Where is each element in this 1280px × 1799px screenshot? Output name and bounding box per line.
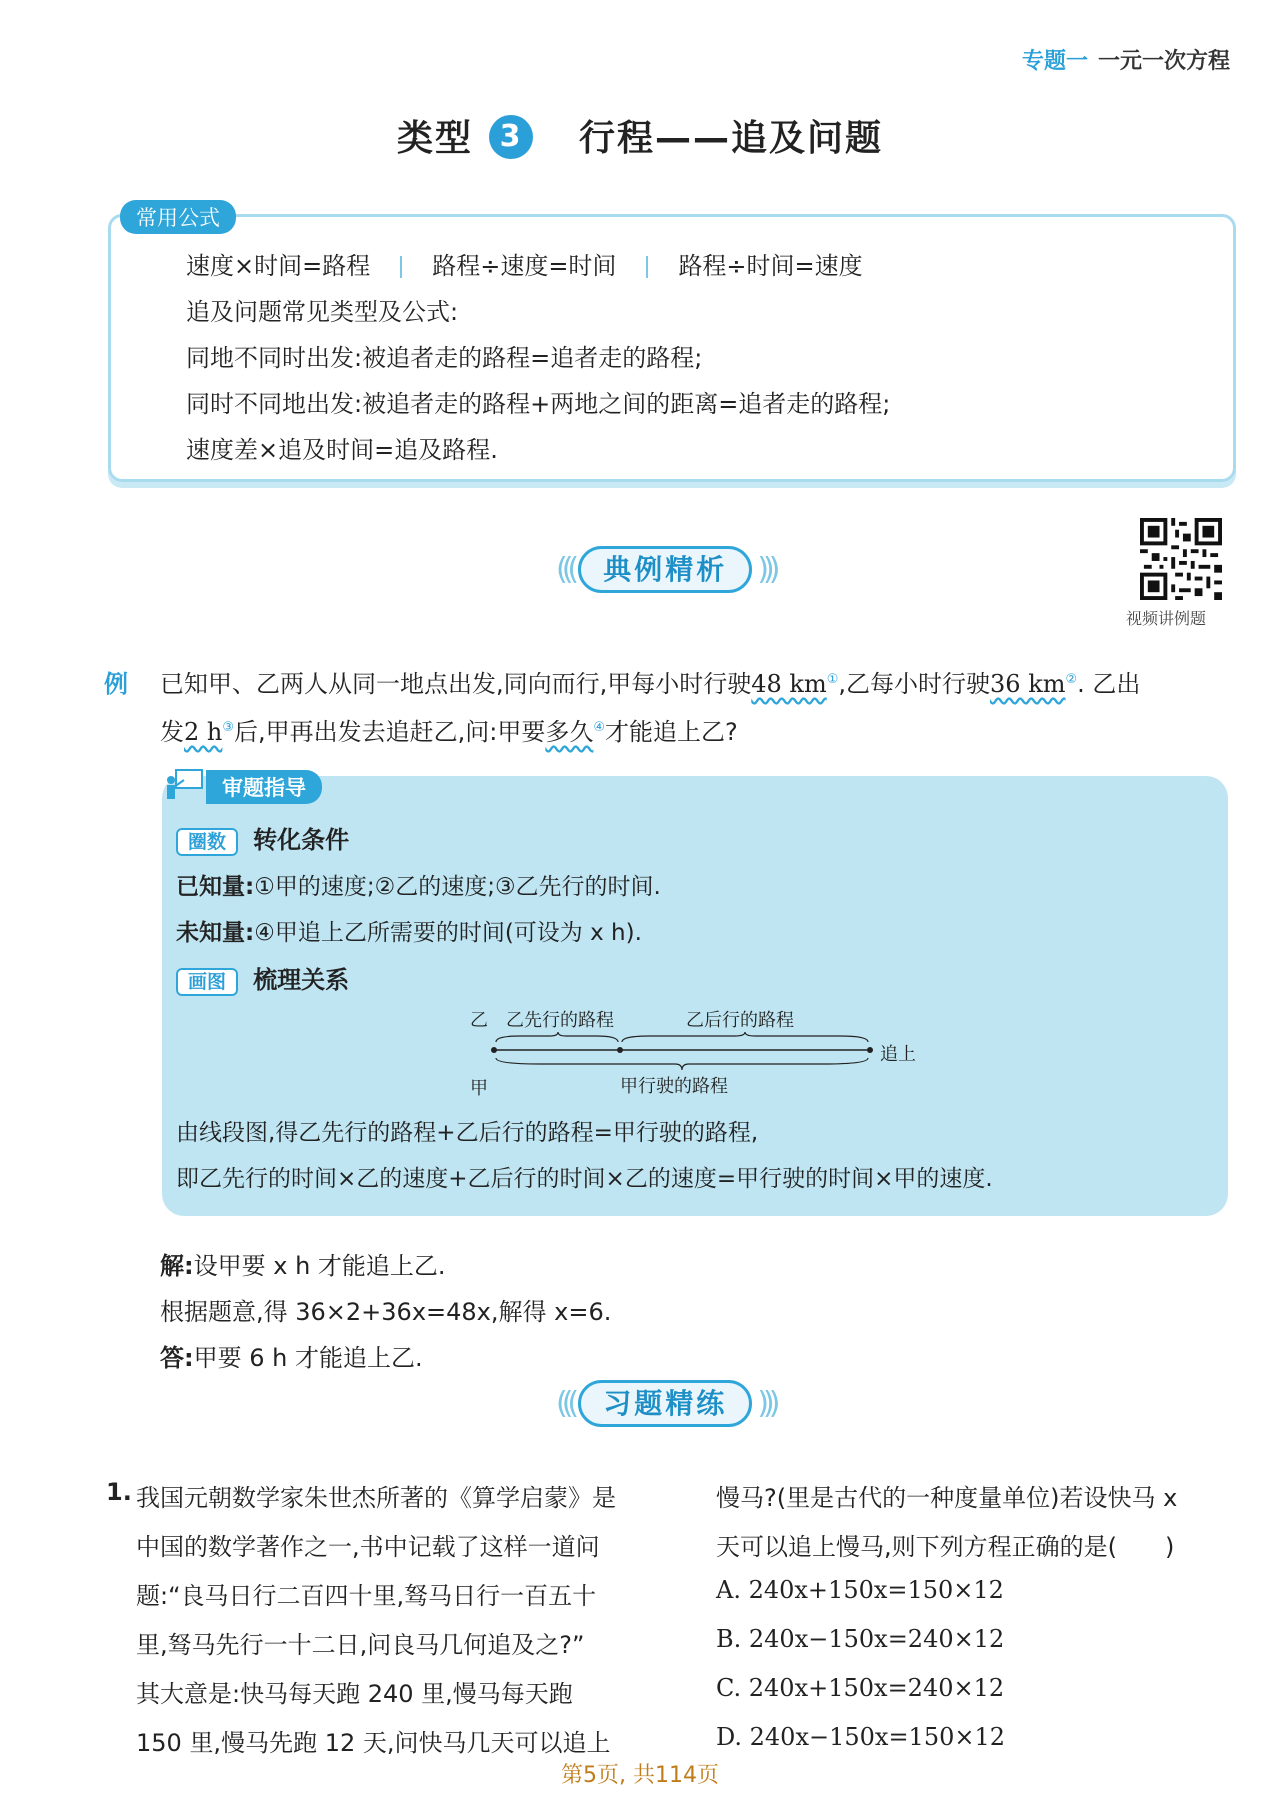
diagram-label-catch: 追上 (880, 1044, 916, 1065)
circle-tag: 圈数 (176, 828, 238, 856)
section-title-practice: 习题精练 (578, 1380, 752, 1427)
diagram-label-yi-first: 乙先行的路程 (506, 1010, 614, 1031)
option-a[interactable]: A. 240x+150x=150×12 (716, 1576, 1004, 1604)
title-number-badge: 3 (489, 115, 533, 159)
diagram-label-jia: 甲 (470, 1078, 488, 1099)
condition-4: 多久 (545, 718, 594, 746)
divider (646, 256, 648, 278)
formula-row-1 (186, 246, 863, 281)
guide-conclusion-1: 由线段图,得乙先行的路程+乙后行的路程=甲行驶的路程, (176, 1120, 759, 1146)
solution-text: 设甲要 x h 才能追上乙. (193, 1252, 446, 1280)
circle-heading: 转化条件 (253, 826, 350, 854)
unknown-text: ④甲追上乙所需要的时间(可设为 x h). (254, 920, 642, 946)
exercise-left-line: 150 里,慢马先跑 12 天,问快马几天可以追上 (136, 1729, 611, 1757)
qr-code-icon[interactable] (1140, 518, 1222, 600)
option-c[interactable]: C. 240x+150x=240×12 (716, 1674, 1005, 1702)
header-topic (1022, 44, 1230, 75)
formula-line-5: 速度差×追及时间=追及路程. (186, 436, 498, 464)
exercise-left-line: 其大意是:快马每天跑 240 里,慢马每天跑 (136, 1680, 573, 1708)
draw-heading: 梳理关系 (253, 966, 350, 994)
formula-2: 路程÷速度=时间 (432, 252, 617, 280)
condition-2: 36 km (990, 670, 1066, 698)
condition-3: 2 h (184, 718, 223, 746)
topic-name: 一元一次方程 (1097, 49, 1230, 74)
example-label: 例 (104, 670, 128, 698)
banner-decoration-left: ((( (556, 1386, 574, 1421)
banner-decoration-right: ))) (757, 552, 775, 587)
condition-marker-1: ① (826, 672, 839, 687)
banner-decoration-left: ((( (556, 552, 574, 587)
title-prefix: 类型 (396, 118, 473, 159)
answer-label: 答: (160, 1344, 194, 1372)
known-text: ①甲的速度;②乙的速度;③乙先行的时间. (254, 874, 661, 900)
page-title (0, 110, 1280, 165)
known-label: 已知量: (176, 874, 255, 900)
answer-text: 甲要 6 h 才能追上乙. (193, 1344, 423, 1372)
example-text: 才能追上乙? (605, 718, 738, 746)
option-d[interactable]: D. 240x−150x=150×12 (716, 1723, 1006, 1751)
formula-3: 路程÷时间=速度 (678, 252, 863, 280)
known-line (176, 868, 661, 901)
diagram-label-yi: 乙 (470, 1010, 488, 1031)
diagram-label-yi-after: 乙后行的路程 (686, 1010, 794, 1031)
option-b[interactable]: B. 240x−150x=240×12 (716, 1625, 1005, 1653)
draw-tag: 画图 (176, 968, 238, 996)
section-title-examples: 典例精析 (578, 546, 752, 593)
exercise-right-line: 天可以追上慢马,则下列方程正确的是( ) (716, 1533, 1175, 1561)
example-text: ,乙每小时行驶 (838, 670, 991, 698)
solution-line-2: 根据题意,得 36×2+36x=48x,解得 x=6. (160, 1298, 612, 1326)
guide-tag: 审题指导 (206, 770, 322, 804)
solution-line-3 (160, 1338, 423, 1373)
guide-conclusion-2: 即乙先行的时间×乙的速度+乙后行的时间×乙的速度=甲行驶的时间×甲的速度. (176, 1166, 993, 1192)
teacher-board-icon (164, 768, 204, 804)
formula-tag: 常用公式 (120, 200, 236, 234)
diagram-label-jia-path: 甲行驶的路程 (620, 1076, 728, 1097)
section-banner-practice (556, 1382, 774, 1422)
exercise-number: 1. (106, 1478, 132, 1506)
condition-1: 48 km (751, 670, 827, 698)
banner-decoration-right: ))) (757, 1386, 775, 1421)
divider (400, 256, 402, 278)
unknown-line (176, 914, 642, 947)
example-line-2 (160, 712, 738, 747)
unknown-label: 未知量: (176, 920, 255, 946)
exercise-right-line: 慢马?(里是古代的一种度量单位)若设快马 x (716, 1484, 1178, 1512)
formula-line-3: 同地不同时出发:被追者走的路程=追者走的路程; (186, 344, 703, 372)
circle-step (176, 820, 349, 855)
exercise-left-line: 题:“良马日行二百四十里,驽马日行一百五十 (136, 1582, 597, 1610)
page-footer: 第5页, 共114页 (561, 1763, 719, 1788)
condition-marker-3: ③ (222, 720, 235, 735)
example-text: . 乙出 (1077, 670, 1141, 698)
solution-line-1 (160, 1246, 446, 1281)
formula-line-4: 同时不同地出发:被追者走的路程+两地之间的距离=追者走的路程; (186, 390, 891, 418)
example-text: 发 (160, 718, 184, 746)
formula-1: 速度×时间=路程 (186, 252, 371, 280)
section-banner-examples (556, 548, 774, 588)
solution-label: 解: (160, 1252, 194, 1280)
example-line-1 (160, 664, 1140, 699)
exercise-left-line: 中国的数学著作之一,书中记载了这样一道问 (136, 1533, 600, 1561)
qr-caption: 视频讲例题 (1126, 609, 1207, 628)
topic-label: 专题一 (1021, 49, 1088, 74)
condition-marker-2: ② (1065, 672, 1078, 687)
exercise-left-line: 我国元朝数学家朱世杰所著的《算学启蒙》是 (136, 1484, 616, 1512)
draw-step (176, 960, 349, 995)
exercise-left-line: 里,驽马先行一十二日,问良马几何追及之?” (136, 1631, 585, 1659)
title-text: 行程——追及问题 (579, 118, 884, 159)
condition-marker-4: ④ (593, 720, 606, 735)
example-text: 后,甲再出发去追赶乙,问:甲要 (234, 718, 546, 746)
formula-line-2: 追及问题常见类型及公式: (186, 298, 459, 326)
example-text: 已知甲、乙两人从同一地点出发,同向而行,甲每小时行驶 (160, 670, 752, 698)
